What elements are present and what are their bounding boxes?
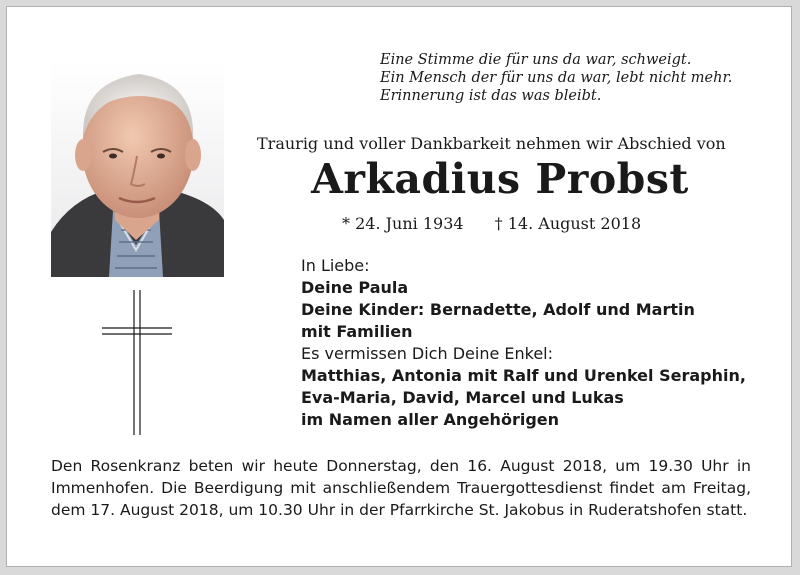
cross-icon	[102, 290, 172, 435]
death-date: † 14. August 2018	[494, 214, 642, 233]
life-dates	[342, 214, 641, 233]
birth-date: * 24. Juni 1934	[342, 214, 464, 233]
obituary-card	[6, 6, 792, 567]
quote-line: Eine Stimme die für uns da war, schweigt.	[380, 52, 692, 68]
mourner-line: In Liebe:	[301, 256, 370, 275]
mourner-line: Deine Kinder: Bernadette, Adolf und Martin	[301, 300, 695, 319]
quote-line: Erinnerung ist das was bleibt.	[380, 88, 602, 104]
memorial-quote	[380, 51, 760, 105]
mourner-line: im Namen aller Angehörigen	[301, 410, 560, 429]
mourner-line: Es vermissen Dich Deine Enkel:	[301, 344, 554, 363]
deceased-name: Arkadius Probst	[311, 155, 689, 203]
mourner-line: mit Familien	[301, 322, 413, 341]
mourner-line: Eva-Maria, David, Marcel und Lukas	[301, 388, 624, 407]
quote-line: Ein Mensch der für uns da war, lebt nicht mehr.	[380, 70, 733, 86]
mourners-list	[301, 255, 746, 431]
mourner-line: Deine Paula	[301, 278, 409, 297]
service-details: Den Rosenkranz beten wir heute Donnerstag, den 16. August 2018, um 19.30 Uhr in Immenhofen. Die Beerdigung mit anschließendem Trauergottesdienst findet am Freitag, dem 17. August 2018, um 10.30 Uhr in der Pfarrkirche St. Jakobus in Ruderatshofen statt.	[51, 457, 751, 519]
mourner-line: Matthias, Antonia mit Ralf und Urenkel Seraphin,	[301, 366, 746, 385]
farewell-intro: Traurig und voller Dankbarkeit nehmen wir Abschied von	[257, 134, 726, 153]
